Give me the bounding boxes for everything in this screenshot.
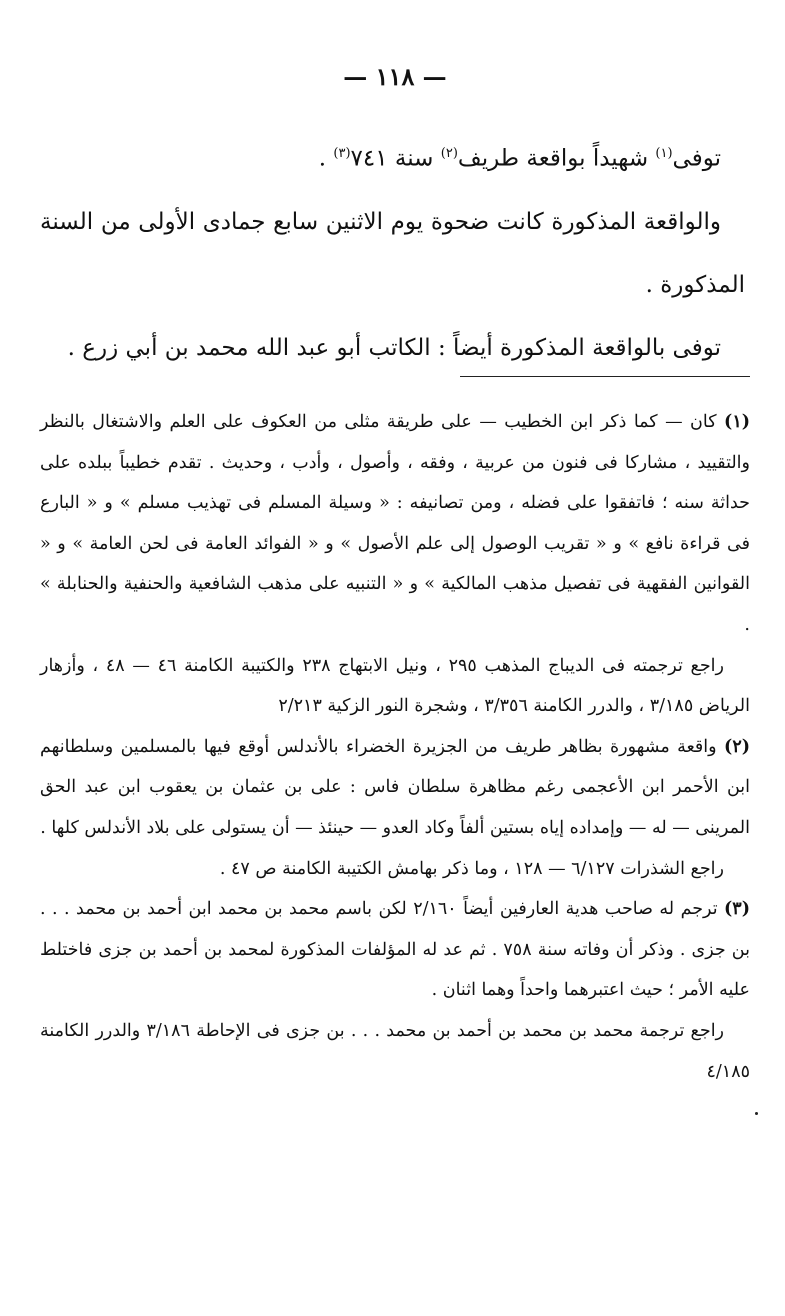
footnote-1 (40, 402, 750, 646)
footnote-text: ترجم له صاحب هدية العارفين أيضاً ٢/١٦٠ لكن باسم محمد بن محمد ابن أحمد بن محمد . . . بن جزى . وذكر أن وفاته سنة ٧٥٨ . ثم عد له المؤلفات المذكورة لمحمد بن أحمد بن جزى فاختلط عليه الأمر ؛ حيث اعتبرهما واحداً وهما اثنان . (40, 899, 750, 1001)
text-segment: سنة ٧٤١ (350, 145, 441, 172)
footnote-3 (40, 889, 750, 1011)
footnote-2 (40, 727, 750, 849)
footnote-ref-1: (١) (655, 146, 673, 161)
footnotes (40, 402, 750, 1092)
footnote-1-references: راجع ترجمته فى الديباج المذهب ٢٩٥ ، ونيل الابتهاج ٢٣٨ والكتيبة الكامنة ٤٦ — ٤٨ ، وأزهار الرياض ٣/١٨٥ ، والدرر الكامنة ٣/٣٥٦ ، وشجرة النور الزكية ٢/٢١٣ (40, 655, 750, 717)
scan-speck (755, 1112, 758, 1115)
paragraph-death-notice (40, 122, 745, 191)
page-number: — ١١٨ — (343, 62, 447, 91)
footnote-number: (٣) (724, 899, 750, 920)
paragraph-second-death: توفى بالواقعة المذكورة أيضاً : الكاتب أبو عبد الله محمد بن أبي زرع . (67, 334, 721, 361)
book-page (40, 0, 750, 1316)
text-segment: توفى (672, 145, 721, 172)
footnote-text: واقعة مشهورة بظاهر طريف من الجزيرة الخضراء بالأندلس أوقع فيها بالمسلمين وسلطانهم ابن الأحمر ابن الأعجمى رغم مظاهرة سلطان فاس : على بن عثمان بن يعقوب ابن عبد الحق المرينى — له — وإمداده إياه بستين ألفاً وكاد العدو — حينئذ — أن يستولى على بلاد الأندلس كلها . (40, 736, 750, 838)
text-segment: شهيداً بواقعة طريف (457, 145, 656, 172)
footnote-number: (٢) (724, 736, 750, 757)
footnote-2-references: راجع الشذرات ٦/١٢٧ — ١٢٨ ، وما ذكر بهامش الكتيبة الكامنة ص ٤٧ . (219, 858, 724, 879)
footnote-text: كان — كما ذكر ابن الخطيب — على طريقة مثلى من العكوف على العلم والاشتغال بالنظر والتقييد ، مشاركا فى فنون من عربية ، وفقه ، وأصول ، وأدب ، وحديث . تقدم خطيباً ببلده على حداثة سنه ؛ فاتفقوا على فضله ، ومن تصانيفه : « وسيلة المسلم فى تهذيب مسلم » و « البارع فى قراءة نافع » و « تقريب الوصول إلى علم الأصول » و « الفوائد العامة فى لحن العامة » و « القوانين الفقهية فى تفصيل مذهب المالكية » و « التنبيه على مذهب الشافعية والحنفية والحنابلة » . (40, 412, 750, 635)
footnote-number: (١) (724, 412, 750, 432)
footnote-ref-2: (٢) (440, 146, 458, 161)
footnote-3-references: راجع ترجمة محمد بن محمد بن أحمد بن محمد . . . بن جزى فى الإحاطة ٣/١٨٦ والدرر الكامنة ٤/١٨٥ (40, 1020, 750, 1082)
footnote-separator (460, 376, 750, 377)
text-segment: . (318, 145, 334, 172)
main-text (40, 122, 745, 380)
paragraph-battle-date: والواقعة المذكورة كانت ضحوة يوم الاثنين سابع جمادى الأولى من السنة المذكورة . (40, 208, 745, 298)
footnote-ref-3: (٣) (333, 146, 351, 161)
